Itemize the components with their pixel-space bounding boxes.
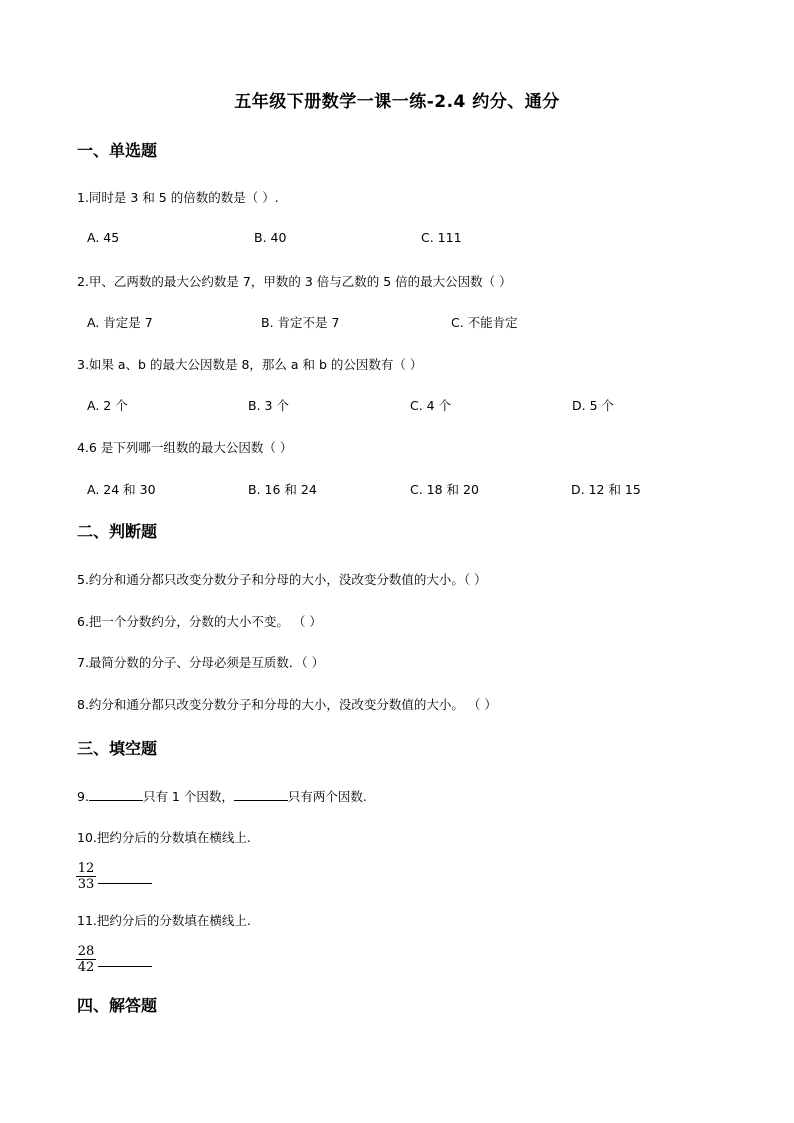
q2-option-b: B. 肯定不是 7 (261, 315, 340, 330)
question-4: 4.6 是下列哪一组数的最大公因数（ ） (77, 440, 293, 455)
q4-option-c: C. 18 和 20 (410, 482, 479, 497)
q10-answer-line[interactable] (98, 883, 152, 884)
question-1: 1.同时是 3 和 5 的倍数的数是（ ）. (77, 190, 279, 205)
q11-answer-line[interactable] (98, 966, 152, 967)
q1-option-c: C. 111 (421, 230, 462, 245)
section-heading-single-choice: 一、单选题 (77, 141, 158, 160)
q9-prefix: 9. (77, 789, 89, 804)
q2-option-c: C. 不能肯定 (451, 315, 518, 330)
q3-option-a: A. 2 个 (87, 398, 128, 413)
q1-option-a: A. 45 (87, 230, 120, 245)
q10-denominator: 33 (77, 877, 95, 892)
q3-option-c: C. 4 个 (410, 398, 452, 413)
q9-suffix: 只有两个因数. (287, 789, 367, 804)
q4-option-b: B. 16 和 24 (248, 482, 317, 497)
question-3: 3.如果 a、b 的最大公因数是 8，那么 a 和 b 的公因数有（ ） (77, 357, 423, 372)
worksheet-title: 五年级下册数学一课一练-2.4 约分、通分 (234, 92, 560, 112)
question-7: 7.最简分数的分子、分母必须是互质数．（ ） (77, 655, 325, 670)
q3-option-d: D. 5 个 (572, 398, 614, 413)
section-heading-fill-in: 三、填空题 (77, 739, 158, 758)
q2-option-a: A. 肯定是 7 (87, 315, 153, 330)
q9-blank-2[interactable] (234, 789, 288, 801)
q11-numerator: 28 (77, 944, 95, 959)
question-8: 8.约分和通分都只改变分数分子和分母的大小，没改变分数值的大小。 （ ） (77, 697, 497, 712)
question-6: 6.把一个分数约分，分数的大小不变。 （ ） (77, 614, 322, 629)
q9-blank-1[interactable] (89, 789, 143, 801)
question-10: 10.把约分后的分数填在横线上. (77, 830, 251, 845)
section-heading-solve: 四、解答题 (77, 996, 158, 1015)
question-11: 11.把约分后的分数填在横线上. (77, 913, 251, 928)
q10-numerator: 12 (77, 861, 95, 876)
question-9 (77, 787, 367, 805)
section-heading-true-false: 二、判断题 (77, 522, 158, 541)
q1-option-b: B. 40 (254, 230, 287, 245)
q9-middle-text: 只有 1 个因数， (142, 789, 234, 804)
question-2: 2.甲、乙两数的最大公约数是 7，甲数的 3 倍与乙数的 5 倍的最大公因数（ ） (77, 274, 512, 289)
q3-option-b: B. 3 个 (248, 398, 289, 413)
q4-option-d: D. 12 和 15 (571, 482, 641, 497)
question-5: 5.约分和通分都只改变分数分子和分母的大小，没改变分数值的大小。（ ） (77, 572, 487, 587)
q10-fraction (76, 862, 96, 892)
q4-option-a: A. 24 和 30 (87, 482, 156, 497)
q11-fraction (76, 945, 96, 975)
q11-denominator: 42 (77, 960, 95, 975)
